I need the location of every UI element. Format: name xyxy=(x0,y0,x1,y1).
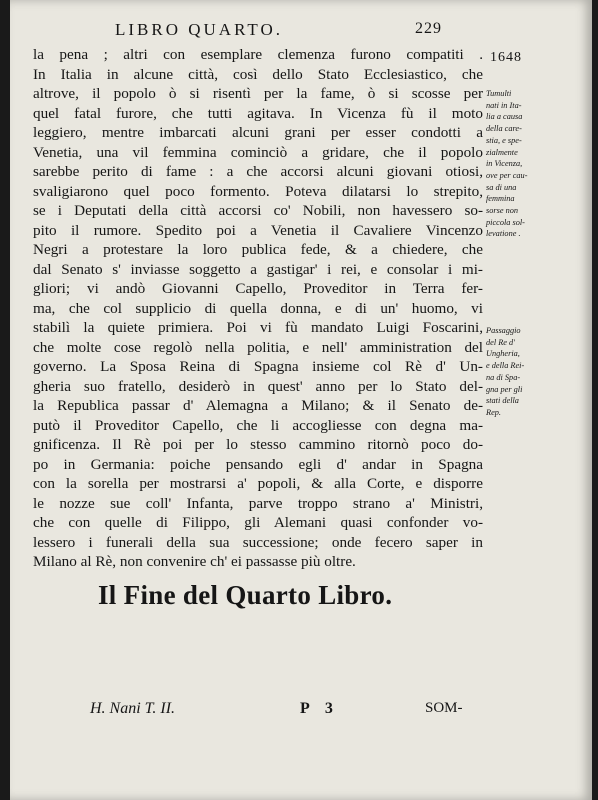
body-line: dal Senato s' inviasse soggetto a gastigar' i rei, e consolar i mi- xyxy=(33,260,483,278)
body-text xyxy=(33,45,483,572)
footer-signature: P 3 xyxy=(300,700,339,717)
body-line: che molte cose regolò nella politia, e nell' amministration del xyxy=(33,338,483,356)
page-number: 229 xyxy=(415,20,442,37)
body-line: se i Deputati della città accorsi co' Nobili, non havessero so- xyxy=(33,202,483,219)
side-note-line: Passaggio xyxy=(486,326,521,335)
body-line: altrove, il popolo ò si risentì per la fame, ò si scosse per xyxy=(33,85,483,102)
side-note-line: femmina xyxy=(486,194,515,204)
side-note-line: levatione . xyxy=(486,229,521,239)
body-line: la Republica passar d' Alemagna a Milano; & il Senato de- xyxy=(33,397,483,414)
body-line: pito il rumore. Spedito poi a Venetia il Cavaliere Vincenzo xyxy=(33,221,483,239)
side-note-line: in Vicenza, xyxy=(486,159,523,169)
body-line: svaligiarono quel poco formento. Poteva dilatarsi lo strepito, xyxy=(33,182,483,200)
side-note-line: gna per gli xyxy=(486,384,523,394)
body-line: la pena ; altri con esemplare clemenza furono compatiti . xyxy=(33,46,483,63)
body-line: Milano al Rè, non convenire ch' ei passasse più oltre. xyxy=(33,553,356,570)
side-note-line: sorse non xyxy=(486,206,519,216)
side-note-line: del Re d' xyxy=(486,337,515,347)
end-title: Il Fine del Quarto Libro. xyxy=(98,580,393,610)
body-line: sarebbe perito di fame : a che accorsi alcuni giovani otiosi, xyxy=(33,163,483,180)
side-note-line: zialmente xyxy=(486,147,518,157)
body-line: gliori; vi andò Giovanni Capello, Proveditor in Terra fer- xyxy=(33,280,483,297)
body-line: gheria suo fratello, desiderò in quest' anno per lo Stato del- xyxy=(33,377,483,395)
body-line: quel fatal furore, che tutti agitava. In Vicenza fù il moto xyxy=(33,104,483,122)
side-note-line: ove per cau- xyxy=(486,170,528,180)
side-note-line: sa di una xyxy=(486,182,517,192)
side-note-line: nati in Ita- xyxy=(486,100,522,110)
running-head: LIBRO QUARTO. xyxy=(115,20,284,39)
side-note-line: stia, e spe- xyxy=(486,135,522,145)
body-line: In Italia in alcune città, così dello Stato Ecclesiastico, che xyxy=(33,65,483,83)
body-line: le nozze sue coll' Infanta, parve troppo strano a' Ministri, xyxy=(33,494,483,512)
body-line: po in Germania: poiche pensando egli d' andar in Spagna xyxy=(33,455,483,473)
side-note-line: Ungheria, xyxy=(486,349,520,359)
body-line: putò il Proveditor Capello, che li accogliesse con degna ma- xyxy=(33,416,483,434)
body-line: che con quelle di Filippo, gli Alemani quasi confonder vo- xyxy=(33,514,483,531)
body-line: stabilì la quiete primiera. Poi vi fù mandato Luigi Foscarini, xyxy=(33,319,483,336)
footer-catchword: SOM- xyxy=(425,700,463,716)
body-line: gnificenza. Il Rè poi per lo stesso cammino ritornò poco do- xyxy=(33,436,483,453)
body-line: leggiero, mentre imbarcati alcuni grani per esser condotti a xyxy=(33,124,483,141)
margin-year: 1648 xyxy=(490,50,522,65)
side-note-line: Tumulti xyxy=(486,89,512,98)
side-note-line: piccola sol- xyxy=(486,217,525,227)
side-note-passage xyxy=(486,325,571,419)
body-line: Negri a protestare la loro publica fede, & a chiedere, che xyxy=(33,241,483,258)
side-note-line: na di Spa- xyxy=(486,372,521,382)
book-page xyxy=(10,0,592,800)
side-note-line: Rep. xyxy=(486,407,501,417)
side-note-tumults xyxy=(486,88,571,240)
side-note-line: lia a causa xyxy=(486,112,523,122)
side-note-line: e della Rei- xyxy=(486,361,525,371)
body-line: governo. La Sposa Reina di Spagna insieme col Rè d' Un- xyxy=(33,358,483,375)
body-line: con la sorella per mostrarsi a' popoli, & alla Corte, e disporre xyxy=(33,475,483,492)
body-line: lessero i funerali della sua successione; onde fecero saper in xyxy=(33,533,483,551)
body-line: Venetia, una vil femmina cominciò a gridare, che il popolo xyxy=(33,143,483,161)
side-note-line: della care- xyxy=(486,124,522,134)
footer-author: H. Nani T. II. xyxy=(90,700,176,717)
body-line: ma, che col supplicio di quella donna, e di un' huomo, vi xyxy=(33,299,483,317)
side-note-line: stati della xyxy=(486,396,519,406)
